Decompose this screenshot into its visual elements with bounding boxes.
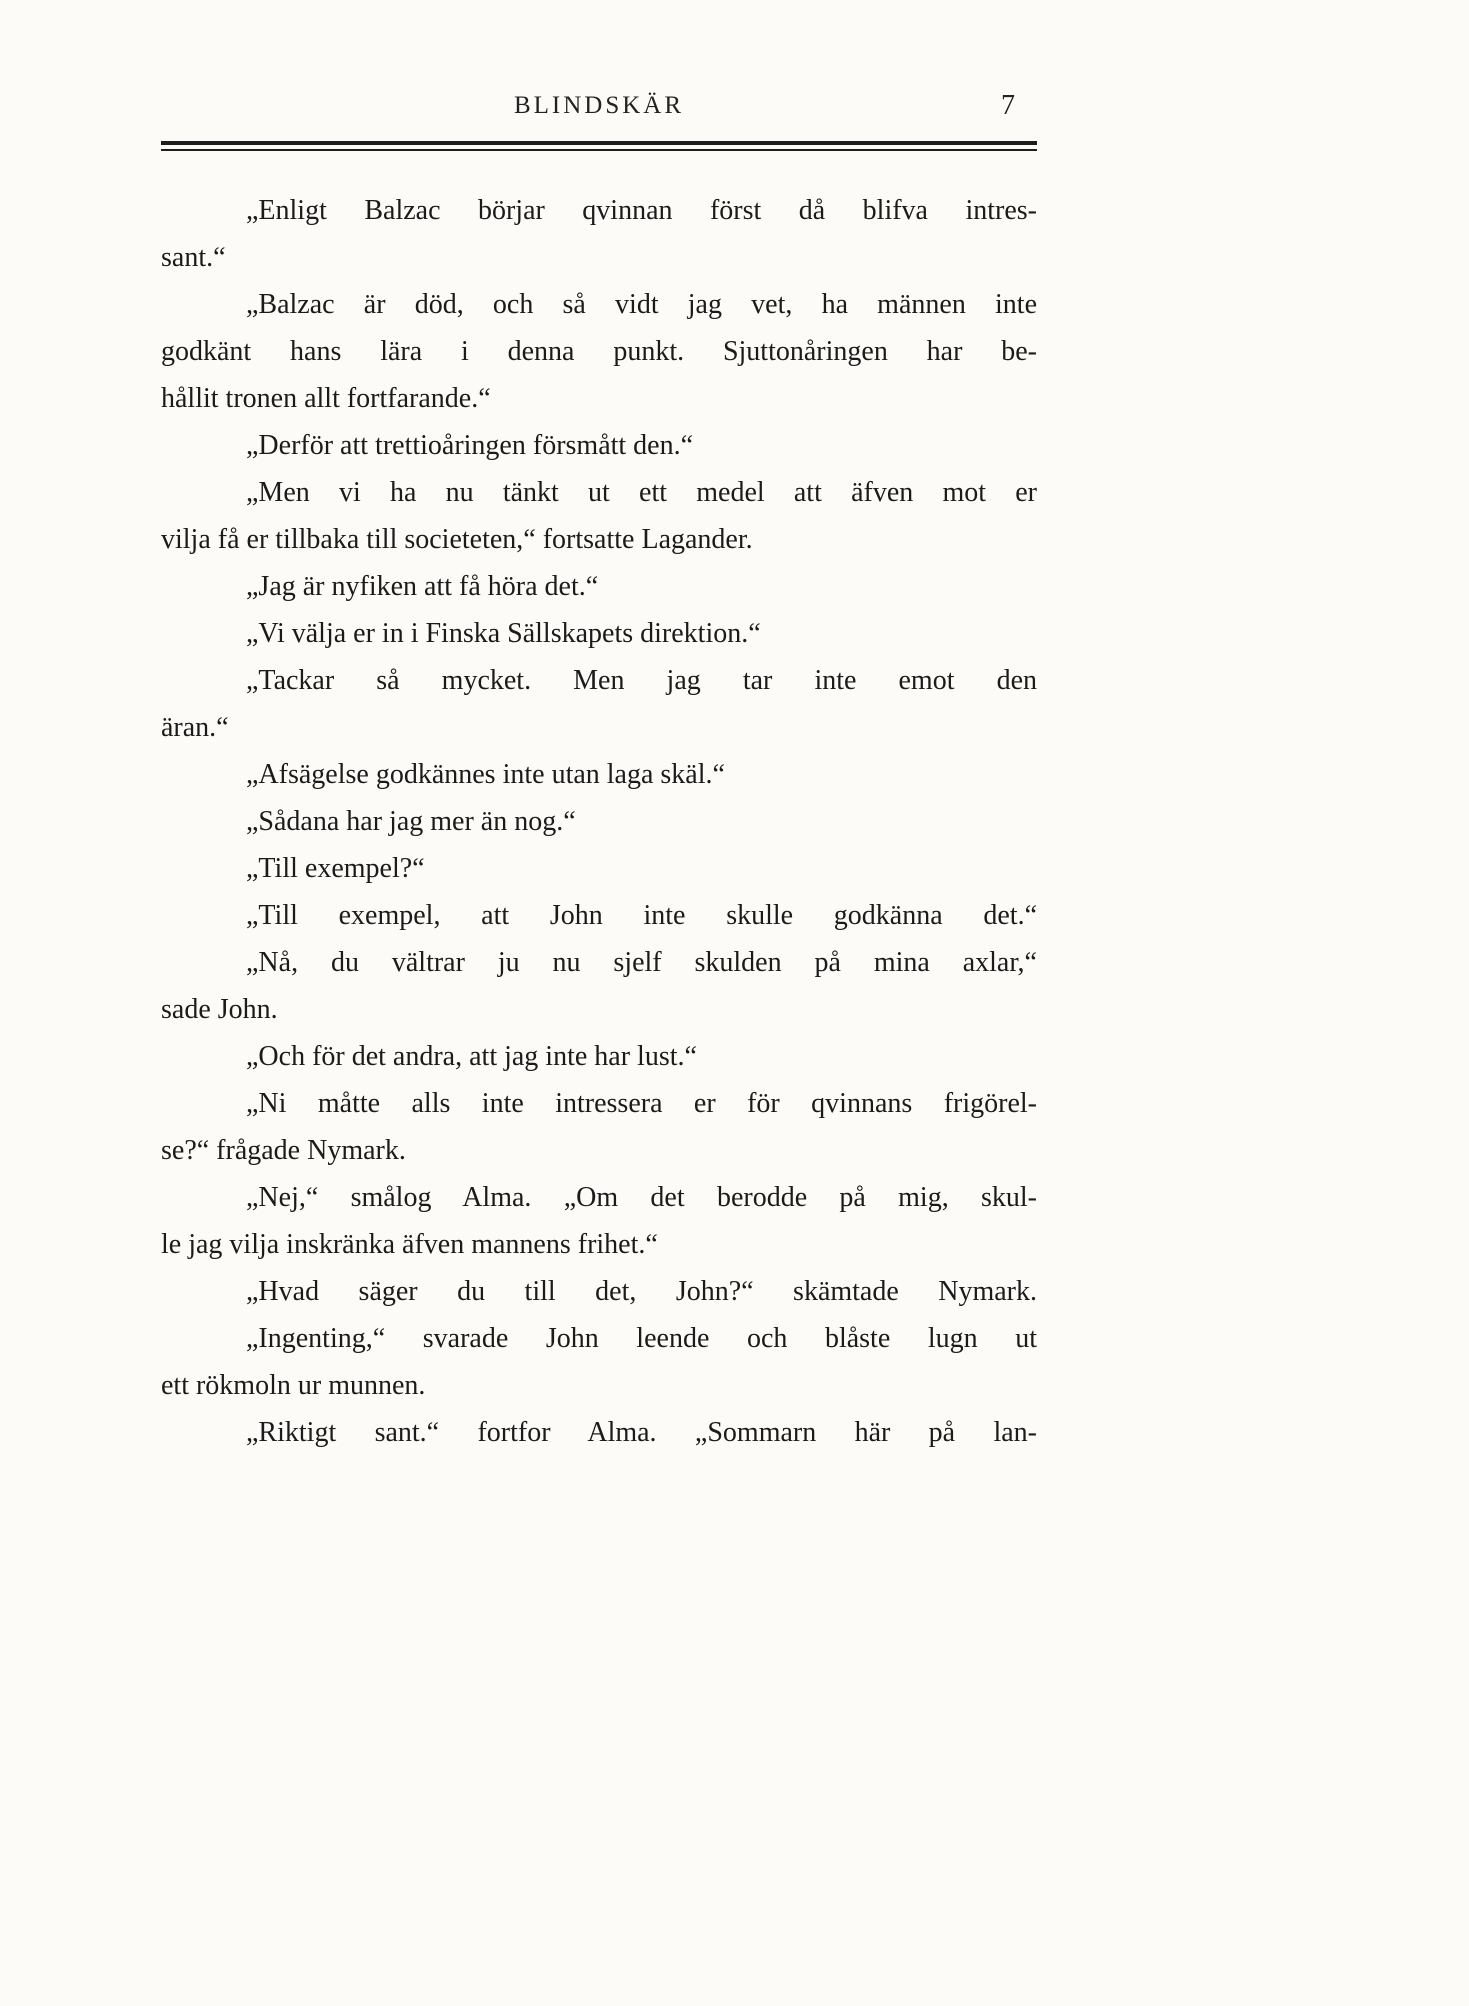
text-line: hållit tronen allt fortfarande.“ bbox=[161, 383, 491, 414]
page-number: 7 bbox=[1001, 90, 1015, 121]
text-line: „Nå, du vältrar ju nu sjelf skulden på mina axlar,“ bbox=[246, 947, 1037, 978]
text-line: sade John. bbox=[161, 994, 278, 1025]
text-line: ett rökmoln ur munnen. bbox=[161, 1370, 426, 1401]
running-header-title: BLINDSKÄR bbox=[513, 92, 685, 119]
text-line: „Sådana har jag mer än nog.“ bbox=[246, 806, 576, 837]
text-line: „Jag är nyfiken att få höra det.“ bbox=[246, 571, 599, 602]
text-line: „Ingenting,“ svarade John leende och blåste lugn ut bbox=[246, 1323, 1037, 1354]
header-rule bbox=[161, 141, 1037, 151]
body-text bbox=[161, 187, 1037, 1456]
text-line: „Hvad säger du till det, John?“ skämtade Nymark. bbox=[246, 1276, 1037, 1307]
text-line: „Nej,“ smålog Alma. „Om det berodde på mig, skul- bbox=[246, 1182, 1037, 1213]
text-line: „Till exempel?“ bbox=[246, 853, 425, 884]
text-line: „Men vi ha nu tänkt ut ett medel att äfven mot er bbox=[246, 477, 1037, 508]
text-line: godkänt hans lära i denna punkt. Sjuttonåringen har be- bbox=[161, 336, 1037, 367]
text-line: äran.“ bbox=[161, 712, 229, 743]
text-line: „Riktigt sant.“ fortfor Alma. „Sommarn här på lan- bbox=[246, 1417, 1037, 1448]
text-line: sant.“ bbox=[161, 242, 226, 273]
text-line: „Derför att trettioåringen försmått den.“ bbox=[246, 430, 694, 461]
text-line: „Ni måtte alls inte intressera er för qvinnans frigörel- bbox=[246, 1088, 1037, 1119]
text-line: le jag vilja inskränka äfven mannens frihet.“ bbox=[161, 1229, 658, 1260]
text-line: „Tackar så mycket. Men jag tar inte emot den bbox=[246, 665, 1037, 696]
text-line: „Vi välja er in i Finska Sällskapets direktion.“ bbox=[246, 618, 761, 649]
running-header bbox=[161, 92, 1037, 126]
text-block bbox=[161, 92, 1037, 1456]
text-line: „Till exempel, att John inte skulle godkänna det.“ bbox=[246, 900, 1037, 931]
text-line: „Och för det andra, att jag inte har lust.“ bbox=[246, 1041, 697, 1072]
text-line: „Balzac är död, och så vidt jag vet, ha männen inte bbox=[246, 289, 1037, 320]
text-line: vilja få er tillbaka till societeten,“ fortsatte Lagander. bbox=[161, 524, 753, 555]
text-line: se?“ frågade Nymark. bbox=[161, 1135, 406, 1166]
text-line: „Afsägelse godkännes inte utan laga skäl.“ bbox=[246, 759, 725, 790]
text-line: „Enligt Balzac börjar qvinnan först då blifva intres- bbox=[246, 195, 1037, 226]
